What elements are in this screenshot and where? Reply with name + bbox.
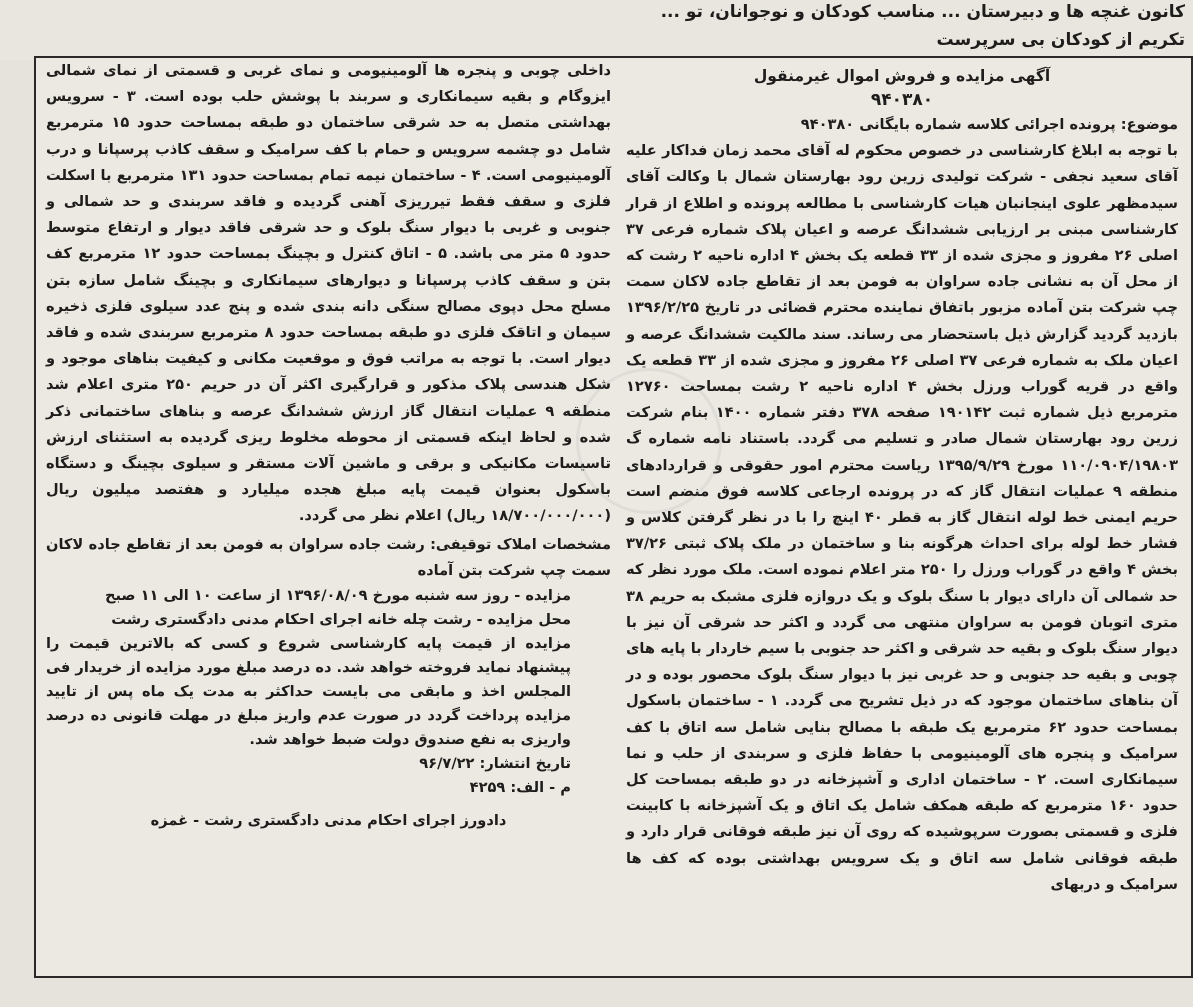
notice-title: آگهی مزایده و فروش اموال غیرمنقول	[753, 67, 1051, 85]
auction-place-line: محل مزایده - رشت چله خانه اجرای احکام مدنی دادگستری رشت	[111, 611, 571, 629]
auction-date-line: مزایده - روز سه شنبه مورخ ۱۳۹۶/۰۸/۰۹ از ساعت ۱۰ الی ۱۱ صبح	[104, 587, 571, 605]
signature: دادورز اجرای احکام مدنی دادگستری رشت - غمزه	[150, 812, 507, 830]
left-column-body: داخلی چوبی و پنجره ها آلومینیومی و نمای غربی و قسمتی از نمای شمالی ایزوگام و بقیه سیمانکاری و سربند با پوشش حلب بوده است. ۳ - سرویس بهداشتی متصل به حد شرقی ساختمان دو طبقه بمساحت حدود ۱۵ مترمربع شامل دو چشمه سرویس و حمام با کف سرامیک و سقف کاذب پرسپانا و درب آلومینیومی است. ۴ - ساختمان نیمه تمام بمساحت حدود ۱۳۱ مترمربع با اسکلت فلزی و سقف فقط تیرریزی آهنی گردیده و فاقد سربندی و حد شمالی و جنوبی و غربی با دیوار سنگ بلوک و حد شرقی فاقد دیوار و ارتفاع متوسط حدود ۵ متر می باشد. ۵ - اتاق کنترل و بچینگ بمساحت حدود ۱۲ مترمربع کف بتن و سقف کاذب پرسپانا و دیوارهای سیمانکاری و بچینگ شامل سازه بتن مسلح محل دپوی مصالح سنگی دانه بندی شده و پنج عدد سیلوی فلزی ذخیره سیمان و اتاقک فلزی دو طبقه بمساحت حدود ۸ مترمربع سربندی شده و فاقد دیوار است. با توجه به مراتب فوق و موقعیت مکانی و کیفیت بناهای موجود و شکل هندسی پلاک مذکور و قرارگیری اکثر آن در حریم ۲۵۰ متری اعلام شد منطقه ۹ عملیات انتقال گاز ارزش ششدانگ عرصه و بناهای ساختمانی ذکر شده و لحاظ اینکه قسمتی از محوطه مخلوط ریزی گردیده به استثنای ارزش تاسیسات مکانیکی و برقی و ماشین آلات مستقر و سیلوی بچینگ و دستگاه باسکول بعنوان قیمت پایه مبلغ هجده میلیارد و هفتصد میلیون ریال (۱۸/۷۰۰/۰۰۰/۰۰۰ ریال) اعلام نظر می گردد.	[46, 62, 612, 525]
notice-subject: موضوع: پرونده اجرائی کلاسه شماره بایگانی ۹۴۰۳۸۰	[800, 116, 1178, 133]
auction-terms: مزایده از قیمت پایه کارشناسی شروع و کسی که بالاترین قیمت را پیشنهاد نماید فروخته خواهد شد. ده درصد مبلغ مورد مزایده از خریدار فی المجلس اخذ و مابقی می بایست حداکثر به مدت یک ماه پس از تایید مزایده پرداخت گردد در صورت عدم واریز مبلغ در مهلت قانونی ده درصد واریزی به نفع صندوق دولت ضبط خواهد شد.	[46, 635, 571, 749]
ad-code: م - الف: ۴۲۵۹	[469, 779, 571, 797]
publish-date: تاریخ انتشار: ۹۶/۷/۲۲	[419, 755, 571, 773]
right-column-body: با توجه به ابلاغ کارشناسی در خصوص محکوم له آقای محمد زمان فداکار علیه آقای سعید نجفی - شرکت تولیدی زرین رود بهارستان شمال با وکالت آقای سیدمظهر علوی اینجانبان هیات کارشناسی با مطالعه پرونده و اطلاع از قرار کارشناسی مبنی بر ارزیابی ششدانگ عرصه و اعیان پلاک شماره فرعی ۳۷ اصلی ۲۶ مفروز و مجزی شده از ۳۳ قطعه یک بخش ۴ اداره ناحیه ۲ رشت که از محل آن به نشانی جاده سراوان به فومن بعد از تقاطع جاده لاکان سمت چپ شرکت بتن آماده مزبور باتفاق نماینده محترم قضائی در تاریخ ۱۳۹۶/۲/۲۵ بازدید گردید گزارش ذیل باستحضار می رساند. سند مالکیت ششدانگ عرصه و اعیان ملک به شماره فرعی ۳۷ اصلی ۲۶ مفروز و مجزی شده از ۳۳ قطعه یک واقع در قریه گوراب ورزل بخش ۴ اداره ناحیه ۲ رشت بمساحت ۱۲۷۶۰ مترمربع ذیل شماره ثبت ۱۹۰۱۴۲ صفحه ۳۷۸ دفتر شماره ۱۴۰۰ بنام شرکت زرین رود بهارستان شمال صادر و تسلیم می گردد. باستناد نامه شماره گ ۱۱۰/۰۹۰۴/۱۹۸۰۳ مورخ ۱۳۹۵/۹/۲۹ ریاست محترم امور حقوقی و قراردادهای منطقه ۹ عملیات انتقال گاز که در پرونده ارجاعی کلاسه فوق منضم است حریم ایمنی خط لوله انتقال گاز به قطر ۴۰ اینچ را با در نظر گرفتن کلاس و فشار خط لوله برای احداث هرگونه بنا و ساختمان در ملک پلاک ثبتی ۳۷/۲۶ بخش ۴ واقع در گوراب ورزل را ۲۵۰ متر اعلام نموده است. ملک مورد نظر که حد شمالی آن دارای دیوار با سنگ بلوک و یک دروازه فلزی مشبک به حریم ۳۸ متری اتوبان فومن به سراوان منتهی می گردد و اکثر حد شرقی آن نیز با دیوار سنگ بلوک و بقیه حد شرقی و اکثر حد جنوبی با سیم خاردار با پایه های چوبی و بقیه حد جنوبی و حد غربی نیز با دیوار سنگ بلوک محصور بوده و در آن بناهای ساختمان موجود که در ذیل تشریح می گردد. ۱ - ساختمان باسکول بمساحت حدود ۶۲ مترمربع یک طبقه با مصالح بنایی شامل سه اتاق با کف سرامیک و پنجره های آلومینیومی با حفاظ فلزی و سربندی از حلب و نما سیمانکاری است. ۲ - ساختمان اداری و آشپزخانه در دو طبقه بمساحت کل حدود ۱۶۰ مترمربع که طبقه همکف شامل یک اتاق و یک آشپزخانه با کابینت فلزی و قسمتی بصورت سرپوشیده که روی آن نیز طبقه فوقانی قرار دارد و طبقه فوقانی شامل سه اتاق و یک سرویس بهداشتی بوده که کف ها سرامیک و دربهای	[626, 142, 1179, 893]
top-strip	[0, 0, 1193, 60]
seized-properties-line: مشخصات املاک توقیفی: رشت جاده سراوان به فومن بعد از تقاطع جاده لاکان سمت چپ شرکت بتن آماده	[46, 535, 611, 579]
previous-ad-text-line-2: تکریم از کودکان بی سرپرست	[936, 30, 1185, 50]
watermark-logo	[576, 368, 722, 514]
previous-ad-text-line-1: کانون غنچه ها و دبیرستان ... مناسب کودکان و نوجوانان، تو ...	[660, 2, 1185, 22]
auction-details	[46, 584, 611, 800]
file-number: ۹۴۰۳۸۰	[870, 90, 934, 110]
auction-notice-box	[34, 56, 1193, 978]
left-column	[46, 58, 611, 834]
